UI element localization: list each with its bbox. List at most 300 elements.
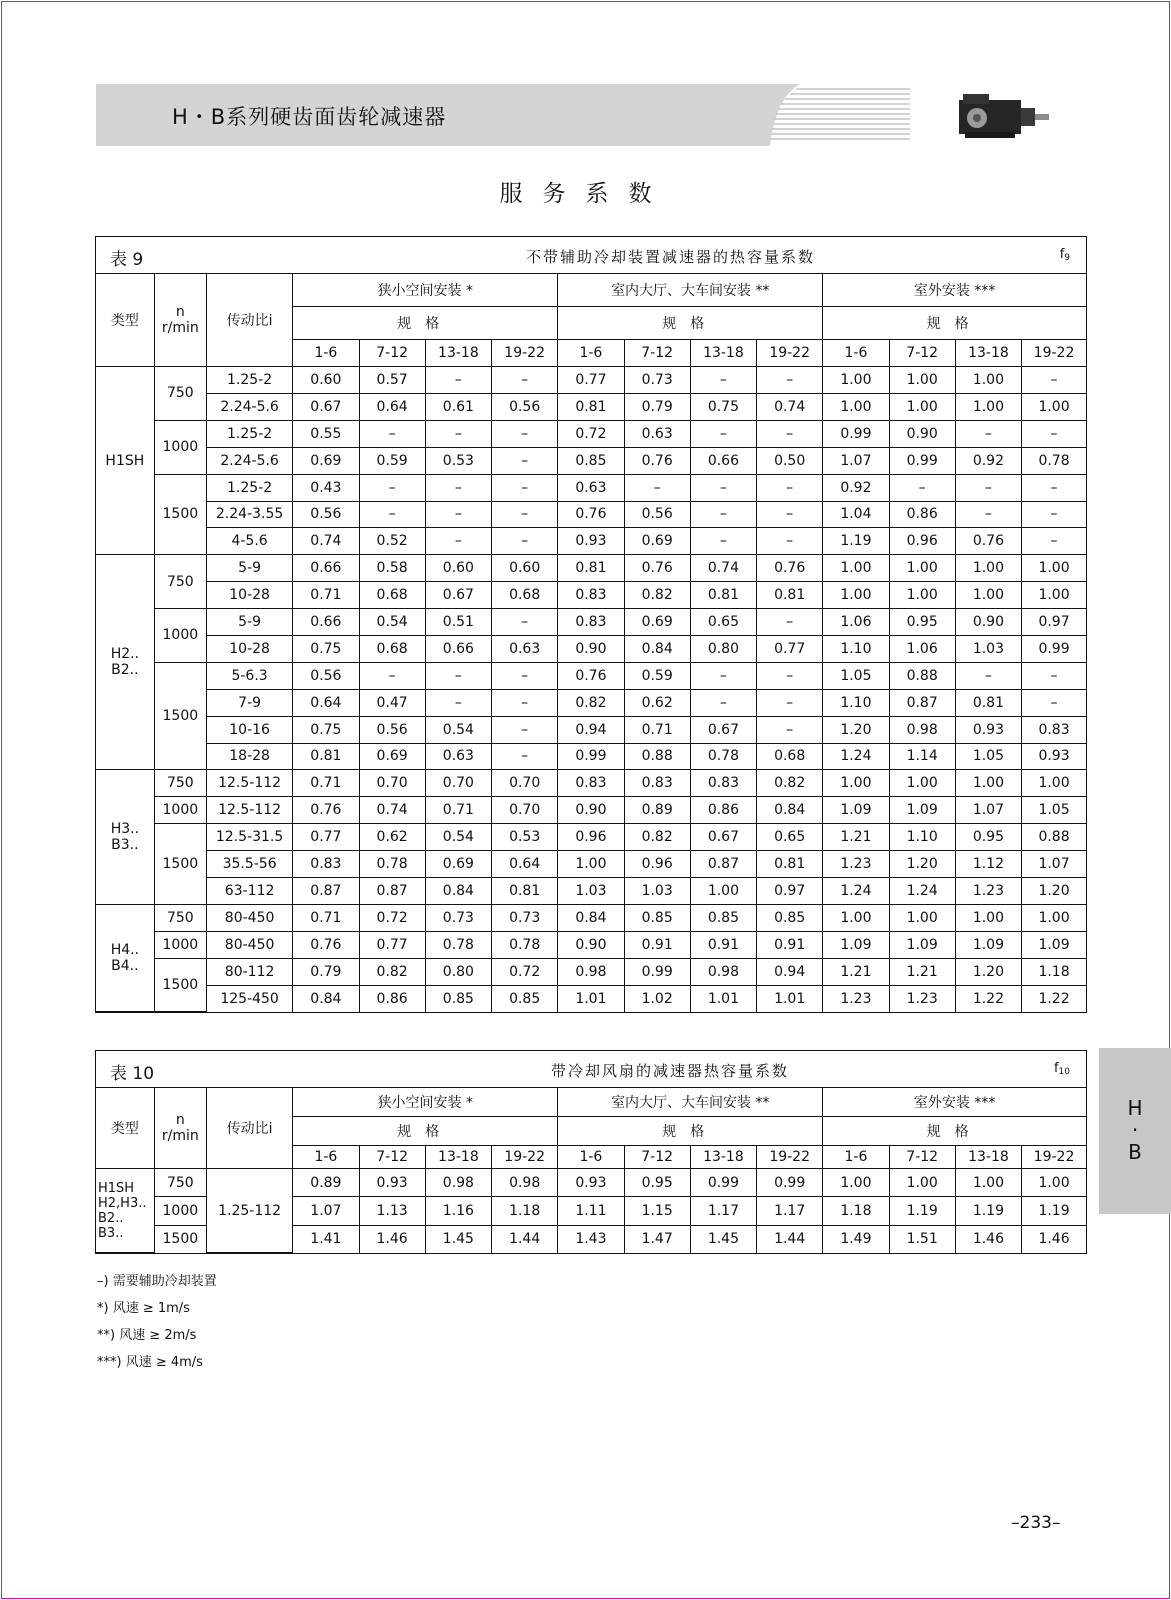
cell-value: 0.72 [492, 958, 558, 985]
cell-value: 0.78 [359, 851, 425, 878]
col-header-size: 19-22 [757, 340, 823, 367]
cell-value: 0.99 [1022, 635, 1086, 662]
cell-speed: 1500 [154, 662, 206, 770]
cell-value: 1.10 [889, 824, 955, 851]
cell-value: 0.74 [757, 393, 823, 420]
table-10-grid [96, 1088, 1086, 1253]
cell-value: 1.47 [624, 1225, 690, 1252]
cell-value: 0.75 [690, 393, 756, 420]
cell-value: 0.60 [293, 367, 359, 394]
cell-value: 0.63 [492, 635, 558, 662]
col-header-size: 1-6 [293, 340, 359, 367]
cell-value: – [492, 474, 558, 501]
table-9-title: 不带辅助冷却装置减速器的热容量系数 [526, 248, 816, 266]
cell-value: 0.81 [492, 877, 558, 904]
cell-value: 0.98 [492, 1169, 558, 1197]
cell-value: 0.69 [425, 851, 491, 878]
cell-value: 0.50 [757, 447, 823, 474]
cell-value: – [492, 743, 558, 770]
cell-value: – [757, 474, 823, 501]
cell-value: – [757, 716, 823, 743]
table-row [96, 689, 1086, 716]
table-9-label: 表 9 [110, 250, 144, 270]
cell-value: 1.01 [757, 985, 823, 1011]
cell-value: 0.85 [624, 904, 690, 931]
cell-value: 1.15 [624, 1197, 690, 1225]
table-9-code: $f_9$ [1059, 247, 1070, 263]
cell-value: – [492, 420, 558, 447]
cell-value: 1.03 [624, 877, 690, 904]
col-header-size: 13-18 [690, 340, 756, 367]
cell-value: 0.66 [690, 447, 756, 474]
cell-value: 0.83 [690, 770, 756, 797]
cell-ratio: 1.25-112 [206, 1169, 292, 1253]
cell-value: – [690, 689, 756, 716]
col-header-size: 7-12 [889, 1145, 955, 1168]
cell-value: 0.53 [425, 447, 491, 474]
cell-value: 1.17 [757, 1197, 823, 1225]
cell-value: 0.77 [558, 367, 624, 394]
table-row [96, 582, 1086, 609]
cell-value: 0.73 [425, 904, 491, 931]
cell-value: 0.82 [624, 824, 690, 851]
cell-value: 0.64 [293, 689, 359, 716]
cell-value: 1.00 [955, 555, 1021, 582]
cell-value: – [492, 367, 558, 394]
cell-value: 0.81 [558, 555, 624, 582]
cell-value: 0.90 [955, 609, 1021, 636]
cell-value: – [955, 420, 1021, 447]
cell-value: 1.00 [889, 582, 955, 609]
col-header-spec: 规格 [558, 306, 823, 339]
cell-speed: 1000 [154, 1197, 206, 1225]
cell-value: – [492, 662, 558, 689]
cell-value: 0.80 [425, 958, 491, 985]
cell-ratio: 63-112 [206, 877, 292, 904]
cell-ratio: 2.24-5.6 [206, 447, 292, 474]
cell-value: 0.85 [425, 985, 491, 1011]
table-row [96, 904, 1086, 931]
cell-value: 1.24 [823, 877, 889, 904]
table-10-title: 带冷却风扇的减速器热容量系数 [551, 1062, 790, 1080]
cell-value: 0.98 [425, 1169, 491, 1197]
cell-value: 1.03 [558, 877, 624, 904]
cell-value: 0.91 [690, 931, 756, 958]
cell-value: – [1022, 528, 1086, 555]
cell-type-line: H2,H3.. [98, 1195, 147, 1211]
cell-value: 0.76 [624, 447, 690, 474]
cell-value: 1.13 [359, 1197, 425, 1225]
cell-value: 0.92 [955, 447, 1021, 474]
cell-value: 1.00 [955, 582, 1021, 609]
cell-value: 1.00 [1022, 393, 1086, 420]
cell-speed: 1000 [154, 931, 206, 958]
col-header-n-symbol: n [175, 304, 185, 321]
cell-value: 0.63 [425, 743, 491, 770]
cell-value: 0.87 [889, 689, 955, 716]
cell-value: 0.64 [492, 851, 558, 878]
table-row [96, 501, 1086, 528]
cell-value: 1.10 [823, 635, 889, 662]
col-header-size: 13-18 [955, 340, 1021, 367]
cell-value: – [359, 662, 425, 689]
col-header-size: 13-18 [690, 1145, 756, 1168]
col-header-n [154, 1088, 206, 1169]
cell-value: 0.86 [889, 501, 955, 528]
cell-speed: 1500 [154, 958, 206, 1011]
table-row [96, 635, 1086, 662]
cell-ratio: 5-6.3 [206, 662, 292, 689]
table-row [96, 662, 1086, 689]
cell-value: 1.23 [823, 851, 889, 878]
cell-value: 0.88 [1022, 824, 1086, 851]
cell-value: 0.84 [425, 877, 491, 904]
cell-value: 0.93 [955, 716, 1021, 743]
cell-value: 0.80 [690, 635, 756, 662]
table-row [96, 447, 1086, 474]
cell-value: 0.82 [359, 958, 425, 985]
cell-value: – [1022, 501, 1086, 528]
cell-ratio: 4-5.6 [206, 528, 292, 555]
cell-value: 0.79 [624, 393, 690, 420]
cell-value: 0.81 [293, 743, 359, 770]
cell-value: – [1022, 474, 1086, 501]
cell-value: 1.20 [1022, 877, 1086, 904]
cell-value: 0.83 [624, 770, 690, 797]
cell-ratio: 12.5-112 [206, 770, 292, 797]
cell-type-line: H1SH [98, 1180, 135, 1196]
cell-value: – [425, 367, 491, 394]
cell-ratio: 125-450 [206, 985, 292, 1011]
col-header-n [154, 274, 206, 367]
cell-value: 0.99 [624, 958, 690, 985]
cell-ratio: 10-28 [206, 635, 292, 662]
cell-value: 0.86 [359, 985, 425, 1011]
cell-value: 1.46 [359, 1225, 425, 1252]
cell-value: 1.00 [955, 770, 1021, 797]
cell-value: 1.20 [955, 958, 1021, 985]
cell-value: 0.84 [624, 635, 690, 662]
cell-value: 1.06 [823, 609, 889, 636]
cell-value: 1.00 [889, 555, 955, 582]
cell-type-line: B4.. [111, 957, 139, 974]
cell-value: – [690, 662, 756, 689]
cell-value: 0.81 [955, 689, 1021, 716]
cell-speed: 750 [154, 367, 206, 421]
cell-ratio: 35.5-56 [206, 851, 292, 878]
cell-value: 0.81 [690, 582, 756, 609]
cell-value: – [690, 367, 756, 394]
cell-value: 1.41 [293, 1225, 359, 1252]
table-row [96, 716, 1086, 743]
cell-value: 0.54 [425, 824, 491, 851]
cell-ratio: 80-112 [206, 958, 292, 985]
cell-type-line: H4.. [110, 941, 140, 958]
cell-speed: 750 [154, 904, 206, 931]
cell-value: – [425, 528, 491, 555]
cell-value: 0.56 [624, 501, 690, 528]
cell-value: 0.97 [757, 877, 823, 904]
cell-value: 0.74 [690, 555, 756, 582]
cell-value: 1.00 [1022, 555, 1086, 582]
col-header-size: 13-18 [425, 1145, 491, 1168]
cell-value: 0.97 [1022, 609, 1086, 636]
cell-value: 0.87 [690, 851, 756, 878]
page-number: –233– [1011, 1513, 1061, 1533]
cell-value: 1.07 [955, 797, 1021, 824]
cell-value: 1.07 [823, 447, 889, 474]
cell-type [96, 770, 154, 904]
cell-value: – [757, 501, 823, 528]
cell-value: – [690, 474, 756, 501]
cell-speed: 750 [154, 1169, 206, 1197]
cell-value: 1.23 [823, 985, 889, 1011]
cell-value: 0.88 [889, 662, 955, 689]
cell-value: 0.60 [492, 555, 558, 582]
col-header-group1: 狭小空间安装 * [293, 1088, 558, 1116]
gear-reducer-icon [955, 88, 1055, 140]
cell-value: – [1022, 662, 1086, 689]
cell-ratio: 1.25-2 [206, 474, 292, 501]
cell-ratio: 1.25-2 [206, 367, 292, 394]
cell-value: 0.81 [757, 582, 823, 609]
cell-ratio: 2.24-5.6 [206, 393, 292, 420]
cell-ratio: 80-450 [206, 931, 292, 958]
col-header-size: 13-18 [955, 1145, 1021, 1168]
col-header-size: 7-12 [889, 340, 955, 367]
table-9 [95, 236, 1087, 1013]
footnote: –) 需要辅助冷却装置 [97, 1274, 217, 1289]
cell-value: 1.09 [1022, 931, 1086, 958]
cell-value: 0.95 [624, 1169, 690, 1197]
table-row [96, 877, 1086, 904]
cell-value: 0.56 [293, 501, 359, 528]
cell-value: – [492, 528, 558, 555]
cell-value: – [955, 501, 1021, 528]
cell-speed: 1000 [154, 609, 206, 663]
cell-value: 1.18 [492, 1197, 558, 1225]
side-tab-line: H [1127, 1096, 1143, 1120]
cell-value: 1.11 [558, 1197, 624, 1225]
cell-value: – [889, 474, 955, 501]
cell-type-line: B3.. [98, 1225, 124, 1241]
cell-value: 0.86 [690, 797, 756, 824]
cell-value: 1.03 [955, 635, 1021, 662]
cell-value: 0.76 [293, 797, 359, 824]
cell-value: 1.21 [823, 824, 889, 851]
cell-value: 1.22 [1022, 985, 1086, 1011]
cell-value: 0.93 [558, 1169, 624, 1197]
cell-value: – [955, 662, 1021, 689]
cell-value: 1.00 [823, 393, 889, 420]
cell-value: 0.70 [492, 770, 558, 797]
cell-ratio: 5-9 [206, 555, 292, 582]
cell-value: 0.99 [889, 447, 955, 474]
col-header-spec: 规格 [823, 306, 1086, 339]
cell-value: 1.06 [889, 635, 955, 662]
table-row [96, 743, 1086, 770]
cell-speed: 750 [154, 770, 206, 797]
cell-type-line: H2.. [110, 646, 140, 663]
cell-value: 0.99 [757, 1169, 823, 1197]
cell-value: 1.10 [823, 689, 889, 716]
cell-ratio: 10-16 [206, 716, 292, 743]
cell-value: 0.65 [757, 824, 823, 851]
cell-value: 0.93 [1022, 743, 1086, 770]
cell-value: 0.73 [624, 367, 690, 394]
cell-type-line: B2.. [111, 662, 139, 679]
cell-value: 1.19 [1022, 1197, 1086, 1225]
cell-value: 0.71 [293, 770, 359, 797]
cell-value: 0.43 [293, 474, 359, 501]
cell-value: 0.85 [558, 447, 624, 474]
cell-value: 0.54 [359, 609, 425, 636]
col-header-group1: 狭小空间安装 * [293, 274, 558, 306]
cell-value: 1.00 [1022, 770, 1086, 797]
cell-value: 1.45 [690, 1225, 756, 1252]
cell-value: 0.68 [492, 582, 558, 609]
col-header-size: 13-18 [425, 340, 491, 367]
cell-value: 0.77 [293, 824, 359, 851]
table-row [96, 474, 1086, 501]
cell-value: 0.76 [558, 662, 624, 689]
cell-type [96, 555, 154, 770]
col-header-size: 1-6 [823, 1145, 889, 1168]
col-header-group2: 室内大厅、大车间安装 ** [558, 1088, 823, 1116]
cell-value: 0.73 [492, 904, 558, 931]
cell-value: 1.00 [955, 1169, 1021, 1197]
cell-value: – [1022, 367, 1086, 394]
cell-value: 1.00 [889, 770, 955, 797]
cell-value: 0.83 [558, 582, 624, 609]
cell-value: 0.96 [889, 528, 955, 555]
table-row [96, 555, 1086, 582]
cell-value: 0.75 [293, 635, 359, 662]
col-header-spec: 规格 [558, 1116, 823, 1145]
cell-value: 1.00 [955, 393, 1021, 420]
cell-value: 1.19 [889, 1197, 955, 1225]
cell-value: 0.51 [425, 609, 491, 636]
cell-value: 0.91 [757, 931, 823, 958]
cell-value: 1.20 [823, 716, 889, 743]
cell-value: 0.66 [293, 555, 359, 582]
cell-type [96, 1169, 154, 1253]
cell-value: 0.57 [359, 367, 425, 394]
table-row [96, 1169, 1086, 1197]
cell-value: – [690, 528, 756, 555]
cell-value: 0.72 [558, 420, 624, 447]
cell-value: 0.84 [558, 904, 624, 931]
cell-value: 0.96 [624, 851, 690, 878]
cell-value: 0.67 [690, 716, 756, 743]
col-header-size: 7-12 [359, 340, 425, 367]
cell-type [96, 904, 154, 1011]
cell-value: 0.77 [757, 635, 823, 662]
cell-value: – [425, 501, 491, 528]
cell-value: 0.60 [425, 555, 491, 582]
cell-value: – [359, 474, 425, 501]
cell-value: 1.45 [425, 1225, 491, 1252]
col-header-size: 7-12 [359, 1145, 425, 1168]
cell-value: 0.84 [757, 797, 823, 824]
table-9-grid [96, 274, 1086, 1012]
cell-value: – [492, 716, 558, 743]
cell-value: – [492, 689, 558, 716]
cell-value: 0.76 [558, 501, 624, 528]
cell-value: 0.47 [359, 689, 425, 716]
cell-value: 0.72 [359, 904, 425, 931]
col-header-size: 1-6 [293, 1145, 359, 1168]
cell-value: 1.14 [889, 743, 955, 770]
col-header-type: 类型 [96, 1088, 154, 1169]
cell-value: – [425, 420, 491, 447]
cell-value: 1.09 [889, 797, 955, 824]
cell-value: 0.90 [558, 635, 624, 662]
col-header-size: 7-12 [624, 1145, 690, 1168]
cell-speed: 1500 [154, 824, 206, 905]
cell-value: 0.78 [425, 931, 491, 958]
cell-value: 0.77 [359, 931, 425, 958]
cell-value: 0.89 [624, 797, 690, 824]
cell-value: 0.76 [955, 528, 1021, 555]
cell-value: 0.81 [558, 393, 624, 420]
col-header-ratio: 传动比i [206, 1088, 292, 1169]
cell-value: 0.95 [889, 609, 955, 636]
table-row [96, 797, 1086, 824]
cell-value: 1.00 [1022, 1169, 1086, 1197]
cell-value: 1.19 [955, 1197, 1021, 1225]
cell-value: 1.21 [823, 958, 889, 985]
cell-ratio: 12.5-31.5 [206, 824, 292, 851]
cell-value: 0.92 [823, 474, 889, 501]
cell-value: – [757, 609, 823, 636]
header-row [96, 1088, 1086, 1116]
cell-value: 0.99 [558, 743, 624, 770]
cell-value: 1.49 [823, 1225, 889, 1252]
cell-value: – [1022, 420, 1086, 447]
cell-value: 1.00 [823, 555, 889, 582]
cell-value: 1.00 [823, 367, 889, 394]
cell-value: 1.05 [955, 743, 1021, 770]
cell-value: 1.18 [823, 1197, 889, 1225]
cell-value: 1.09 [955, 931, 1021, 958]
cell-value: 1.24 [889, 877, 955, 904]
cell-value: 0.90 [889, 420, 955, 447]
side-tab-line: B [1128, 1140, 1142, 1164]
cell-value: 1.09 [889, 931, 955, 958]
cell-value: 1.46 [955, 1225, 1021, 1252]
cell-value: 0.79 [293, 958, 359, 985]
cell-value: 0.58 [359, 555, 425, 582]
cell-value: – [757, 662, 823, 689]
cell-value: 0.88 [624, 743, 690, 770]
cell-value: 0.76 [624, 555, 690, 582]
cell-value: 1.07 [293, 1197, 359, 1225]
cell-value: – [492, 501, 558, 528]
cell-value: 1.46 [1022, 1225, 1086, 1252]
cell-value: 0.56 [293, 662, 359, 689]
cell-value: 0.65 [690, 609, 756, 636]
col-header-size: 19-22 [1022, 340, 1086, 367]
cell-type-line: B2.. [98, 1210, 124, 1226]
cell-value: 1.00 [823, 1169, 889, 1197]
cell-value: – [757, 420, 823, 447]
cell-value: 0.54 [425, 716, 491, 743]
cell-value: 0.70 [359, 770, 425, 797]
col-header-size: 19-22 [757, 1145, 823, 1168]
cell-ratio: 7-9 [206, 689, 292, 716]
cell-value: 1.18 [1022, 958, 1086, 985]
